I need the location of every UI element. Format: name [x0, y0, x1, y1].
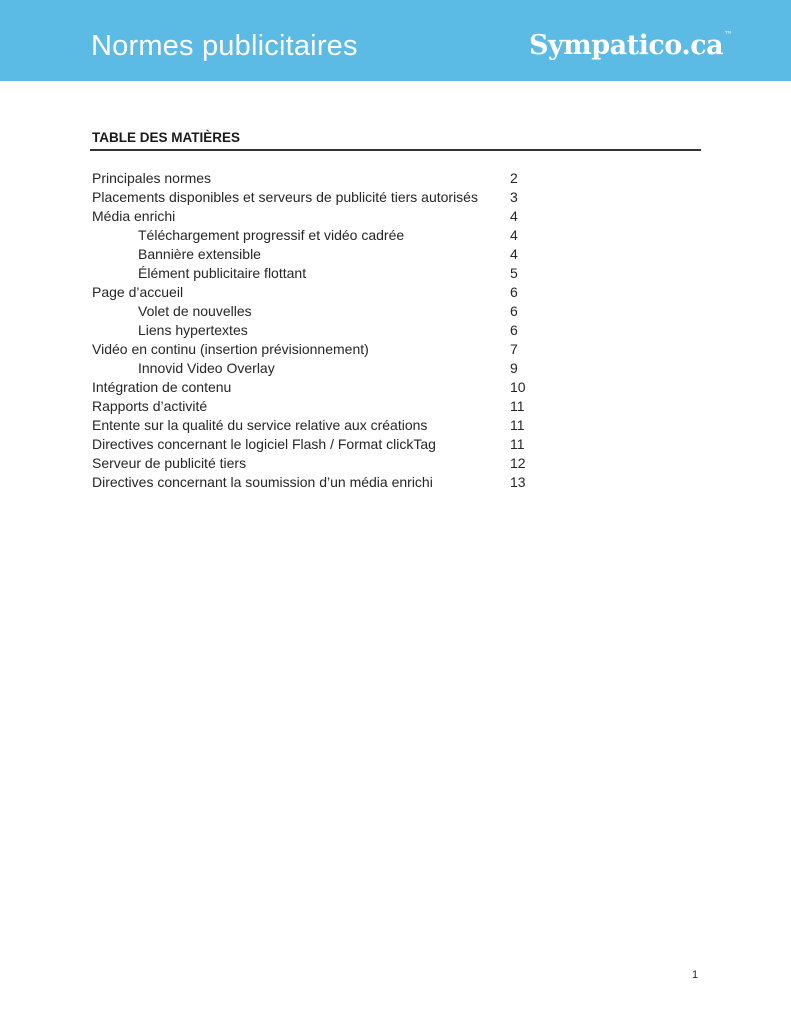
- toc-entry-label: Innovid Video Overlay: [138, 360, 275, 376]
- toc-entry[interactable]: [92, 169, 532, 188]
- toc-subentry[interactable]: [92, 302, 532, 321]
- toc-entry-label: Élément publicitaire flottant: [138, 265, 307, 281]
- toc-entry-label: Vidéo en continu (insertion prévisionnement): [92, 341, 369, 357]
- toc-entry-page: 2: [510, 170, 518, 186]
- toc-entry-page: 4: [510, 208, 518, 224]
- toc-entry-label: Serveur de publicité tiers: [92, 455, 247, 471]
- toc-entry-page: 10: [510, 379, 526, 395]
- toc-entry-page: 11: [510, 436, 525, 452]
- toc-divider: [90, 149, 701, 151]
- toc-entry-label: Placements disponibles et serveurs de publicité tiers autorisés: [92, 189, 478, 205]
- toc-entry[interactable]: [92, 378, 532, 397]
- toc-entry-page: 7: [510, 341, 518, 357]
- toc-entry[interactable]: [92, 416, 532, 435]
- toc-entry[interactable]: [92, 340, 532, 359]
- toc-entry-page: 5: [510, 265, 518, 281]
- toc-subentry[interactable]: [92, 359, 532, 378]
- toc-entry-page: 4: [510, 227, 518, 243]
- toc-entry[interactable]: [92, 397, 532, 416]
- header-band: [0, 0, 791, 81]
- toc-subentry[interactable]: [92, 226, 532, 245]
- toc-entry[interactable]: [92, 435, 532, 454]
- document-title: Normes publicitaires: [91, 30, 358, 62]
- toc-entry-page: 13: [510, 474, 526, 490]
- toc-entry-page: 12: [510, 455, 526, 471]
- toc-entry[interactable]: [92, 473, 532, 492]
- sympatico-logo: [529, 30, 732, 61]
- toc-entry-label: Entente sur la qualité du service relative aux créations: [92, 417, 428, 433]
- toc-entry-label: Média enrichi: [92, 208, 176, 224]
- toc-entry[interactable]: [92, 188, 532, 207]
- toc-list: [92, 169, 532, 492]
- toc-entry-label: Principales normes: [92, 170, 212, 186]
- toc-entry[interactable]: [92, 454, 532, 473]
- toc-entry-page: 6: [510, 303, 518, 319]
- toc-entry-page: 9: [510, 360, 518, 376]
- toc-entry-label: Intégration de contenu: [92, 379, 232, 395]
- toc-subentry[interactable]: [92, 321, 532, 340]
- toc-entry[interactable]: [92, 283, 532, 302]
- toc-heading: TABLE DES MATIÈRES: [92, 130, 241, 145]
- toc-entry-label: Directives concernant la soumission d’un média enrichi: [92, 474, 433, 490]
- page-number: 1: [692, 969, 699, 981]
- toc-entry-page: 11: [510, 398, 525, 414]
- trademark-mark: ™: [724, 30, 732, 39]
- toc-entry-label: Liens hypertextes: [138, 322, 248, 338]
- toc-entry-label: Directives concernant le logiciel Flash / Format clickTag: [92, 436, 436, 452]
- toc-entry[interactable]: [92, 207, 532, 226]
- toc-entry-label: Rapports d’activité: [92, 398, 208, 414]
- logo-wordmark: Sympatico.ca: [529, 30, 724, 61]
- toc-subentry[interactable]: [92, 245, 532, 264]
- toc-entry-label: Page d’accueil: [92, 284, 184, 300]
- toc-entry-page: 6: [510, 322, 518, 338]
- toc-entry-label: Volet de nouvelles: [138, 303, 252, 319]
- toc-entry-page: 4: [510, 246, 518, 262]
- toc-entry-label: Bannière extensible: [138, 246, 261, 262]
- toc-entry-page: 3: [510, 189, 518, 205]
- toc-entry-page: 11: [510, 417, 525, 433]
- toc-entry-label: Téléchargement progressif et vidéo cadrée: [138, 227, 405, 243]
- toc-subentry[interactable]: [92, 264, 532, 283]
- toc-entry-page: 6: [510, 284, 518, 300]
